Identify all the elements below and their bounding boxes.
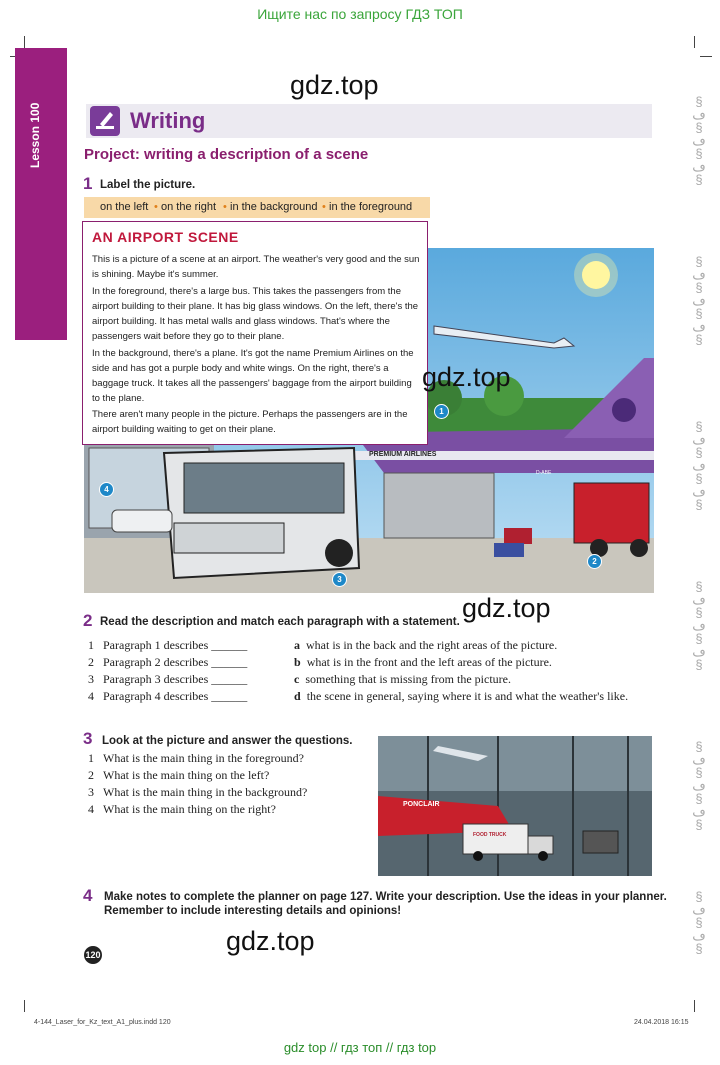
bottom-links[interactable]: gdz top // гдз топ // гдз top	[283, 1040, 437, 1055]
plane-label: PREMIUM AIRLINES	[369, 451, 437, 458]
project-heading	[84, 146, 368, 163]
crop-mark	[24, 1000, 25, 1012]
label-marker: 2	[587, 554, 602, 569]
watermark: gdz.top	[226, 926, 315, 956]
word-item: in the background	[230, 201, 318, 213]
label-marker: 3	[332, 572, 347, 587]
ornament-border: § ڡ § ڡ § ڡ §	[692, 254, 706, 347]
top-note: Ищите нас по запросу ГДЗ ТОП	[257, 6, 463, 22]
match-item: 1 Paragraph 1 describes ______	[88, 638, 248, 652]
crop-mark	[700, 56, 712, 57]
airport-rain-photo	[378, 736, 652, 876]
pencil-icon	[90, 106, 120, 136]
match-option: a what is in the back and the right areas of the picture.	[294, 638, 558, 652]
lesson-tab	[15, 48, 67, 340]
ornament-border: § ڡ § ڡ § ڡ §	[692, 739, 706, 832]
label-marker: 4	[99, 482, 114, 497]
lesson-label: Lesson 100	[28, 102, 42, 168]
description-paragraph: There aren't many people in the picture. Perhaps the passengers are in the airport building waiting to get on their plane.	[92, 409, 408, 435]
plane-reg: D-ABE	[536, 470, 552, 476]
description-paragraph: In the foreground, there's a large bus. This takes the passengers from the airport building to their plane. It has big glass windows. On the left, there's the airport building. It has metal walls and glass windows. That's where the passengers wait before they go to their plane.	[92, 286, 419, 342]
task-instruction: Remember to include interesting details and opinions!	[104, 905, 402, 917]
watermark: gdz.top	[290, 70, 379, 100]
description-paragraph: This is a picture of a scene at an airport. The weather's very good and the sun is shining. Maybe it's summer.	[92, 254, 420, 280]
separator-dot: •	[322, 201, 326, 213]
task-number: 1	[83, 174, 93, 193]
task-number: 2	[83, 611, 93, 630]
label-marker: 1	[434, 404, 449, 419]
crop-mark	[694, 1000, 695, 1012]
match-option: c something that is missing from the picture.	[294, 672, 511, 686]
match-item: 3 Paragraph 3 describes ______	[88, 672, 248, 686]
crop-mark	[24, 36, 25, 48]
question-item: 2 What is the main thing on the left?	[88, 768, 270, 782]
ornament-border: § ڡ § ڡ § ڡ §	[692, 579, 706, 672]
photo-plane-label: PONCLAIR	[403, 801, 440, 808]
truck-label: FOOD TRUCK	[473, 832, 507, 838]
project-text: writing a description of a scene	[144, 146, 369, 163]
watermark: gdz.top	[422, 362, 511, 392]
project-label: Project:	[84, 146, 140, 163]
task-instruction: Make notes to complete the planner on page 127. Write your description. Use the ideas in your planner.	[104, 891, 667, 903]
word-item: on the left	[100, 201, 149, 213]
word-item: in the foreground	[329, 201, 413, 213]
file-date: 24.04.2018 16:15	[634, 1019, 689, 1026]
watermark: gdz.top	[462, 593, 551, 623]
description-paragraph: In the background, there's a plane. It's got the name Premium Airlines on the side and has got a purple body and white wings. On the right, there's a baggage truck. It takes all the passengers' baggage from the airport building to the plane.	[92, 348, 414, 404]
match-item: 4 Paragraph 4 describes ______	[88, 689, 248, 703]
word-item: on the right	[161, 201, 217, 213]
question-item: 3 What is the main thing in the background?	[88, 785, 308, 799]
word-box	[84, 197, 430, 218]
match-item: 2 Paragraph 2 describes ______	[88, 655, 248, 669]
separator-dot: •	[154, 201, 158, 213]
section-title: Writing	[130, 108, 206, 133]
description-title: AN AIRPORT SCENE	[92, 229, 239, 245]
page-number: 120	[84, 946, 102, 964]
task-number: 4	[83, 886, 93, 905]
ornament-border: § ڡ § ڡ § ڡ §	[692, 419, 706, 512]
question-item: 4 What is the main thing on the right?	[88, 802, 276, 816]
separator-dot: •	[223, 201, 227, 213]
match-option: d the scene in general, saying where it is and what the weather's like.	[294, 689, 629, 703]
task-number: 3	[83, 729, 93, 748]
ornament-border: § ڡ § ڡ § ڡ §	[692, 94, 706, 187]
task-instruction: Label the picture.	[100, 179, 196, 191]
task-instruction: Read the description and match each paragraph with a statement.	[100, 616, 460, 628]
question-item: 1 What is the main thing in the foreground?	[88, 751, 304, 765]
task-instruction: Look at the picture and answer the questions.	[102, 735, 353, 747]
match-option: b what is in the front and the left areas of the picture.	[294, 655, 552, 669]
ornament-border: § ڡ § ڡ §	[692, 889, 706, 956]
crop-mark	[694, 36, 695, 48]
file-info: 4-144_Laser_for_Kz_text_A1_plus.indd 120	[34, 1019, 171, 1026]
